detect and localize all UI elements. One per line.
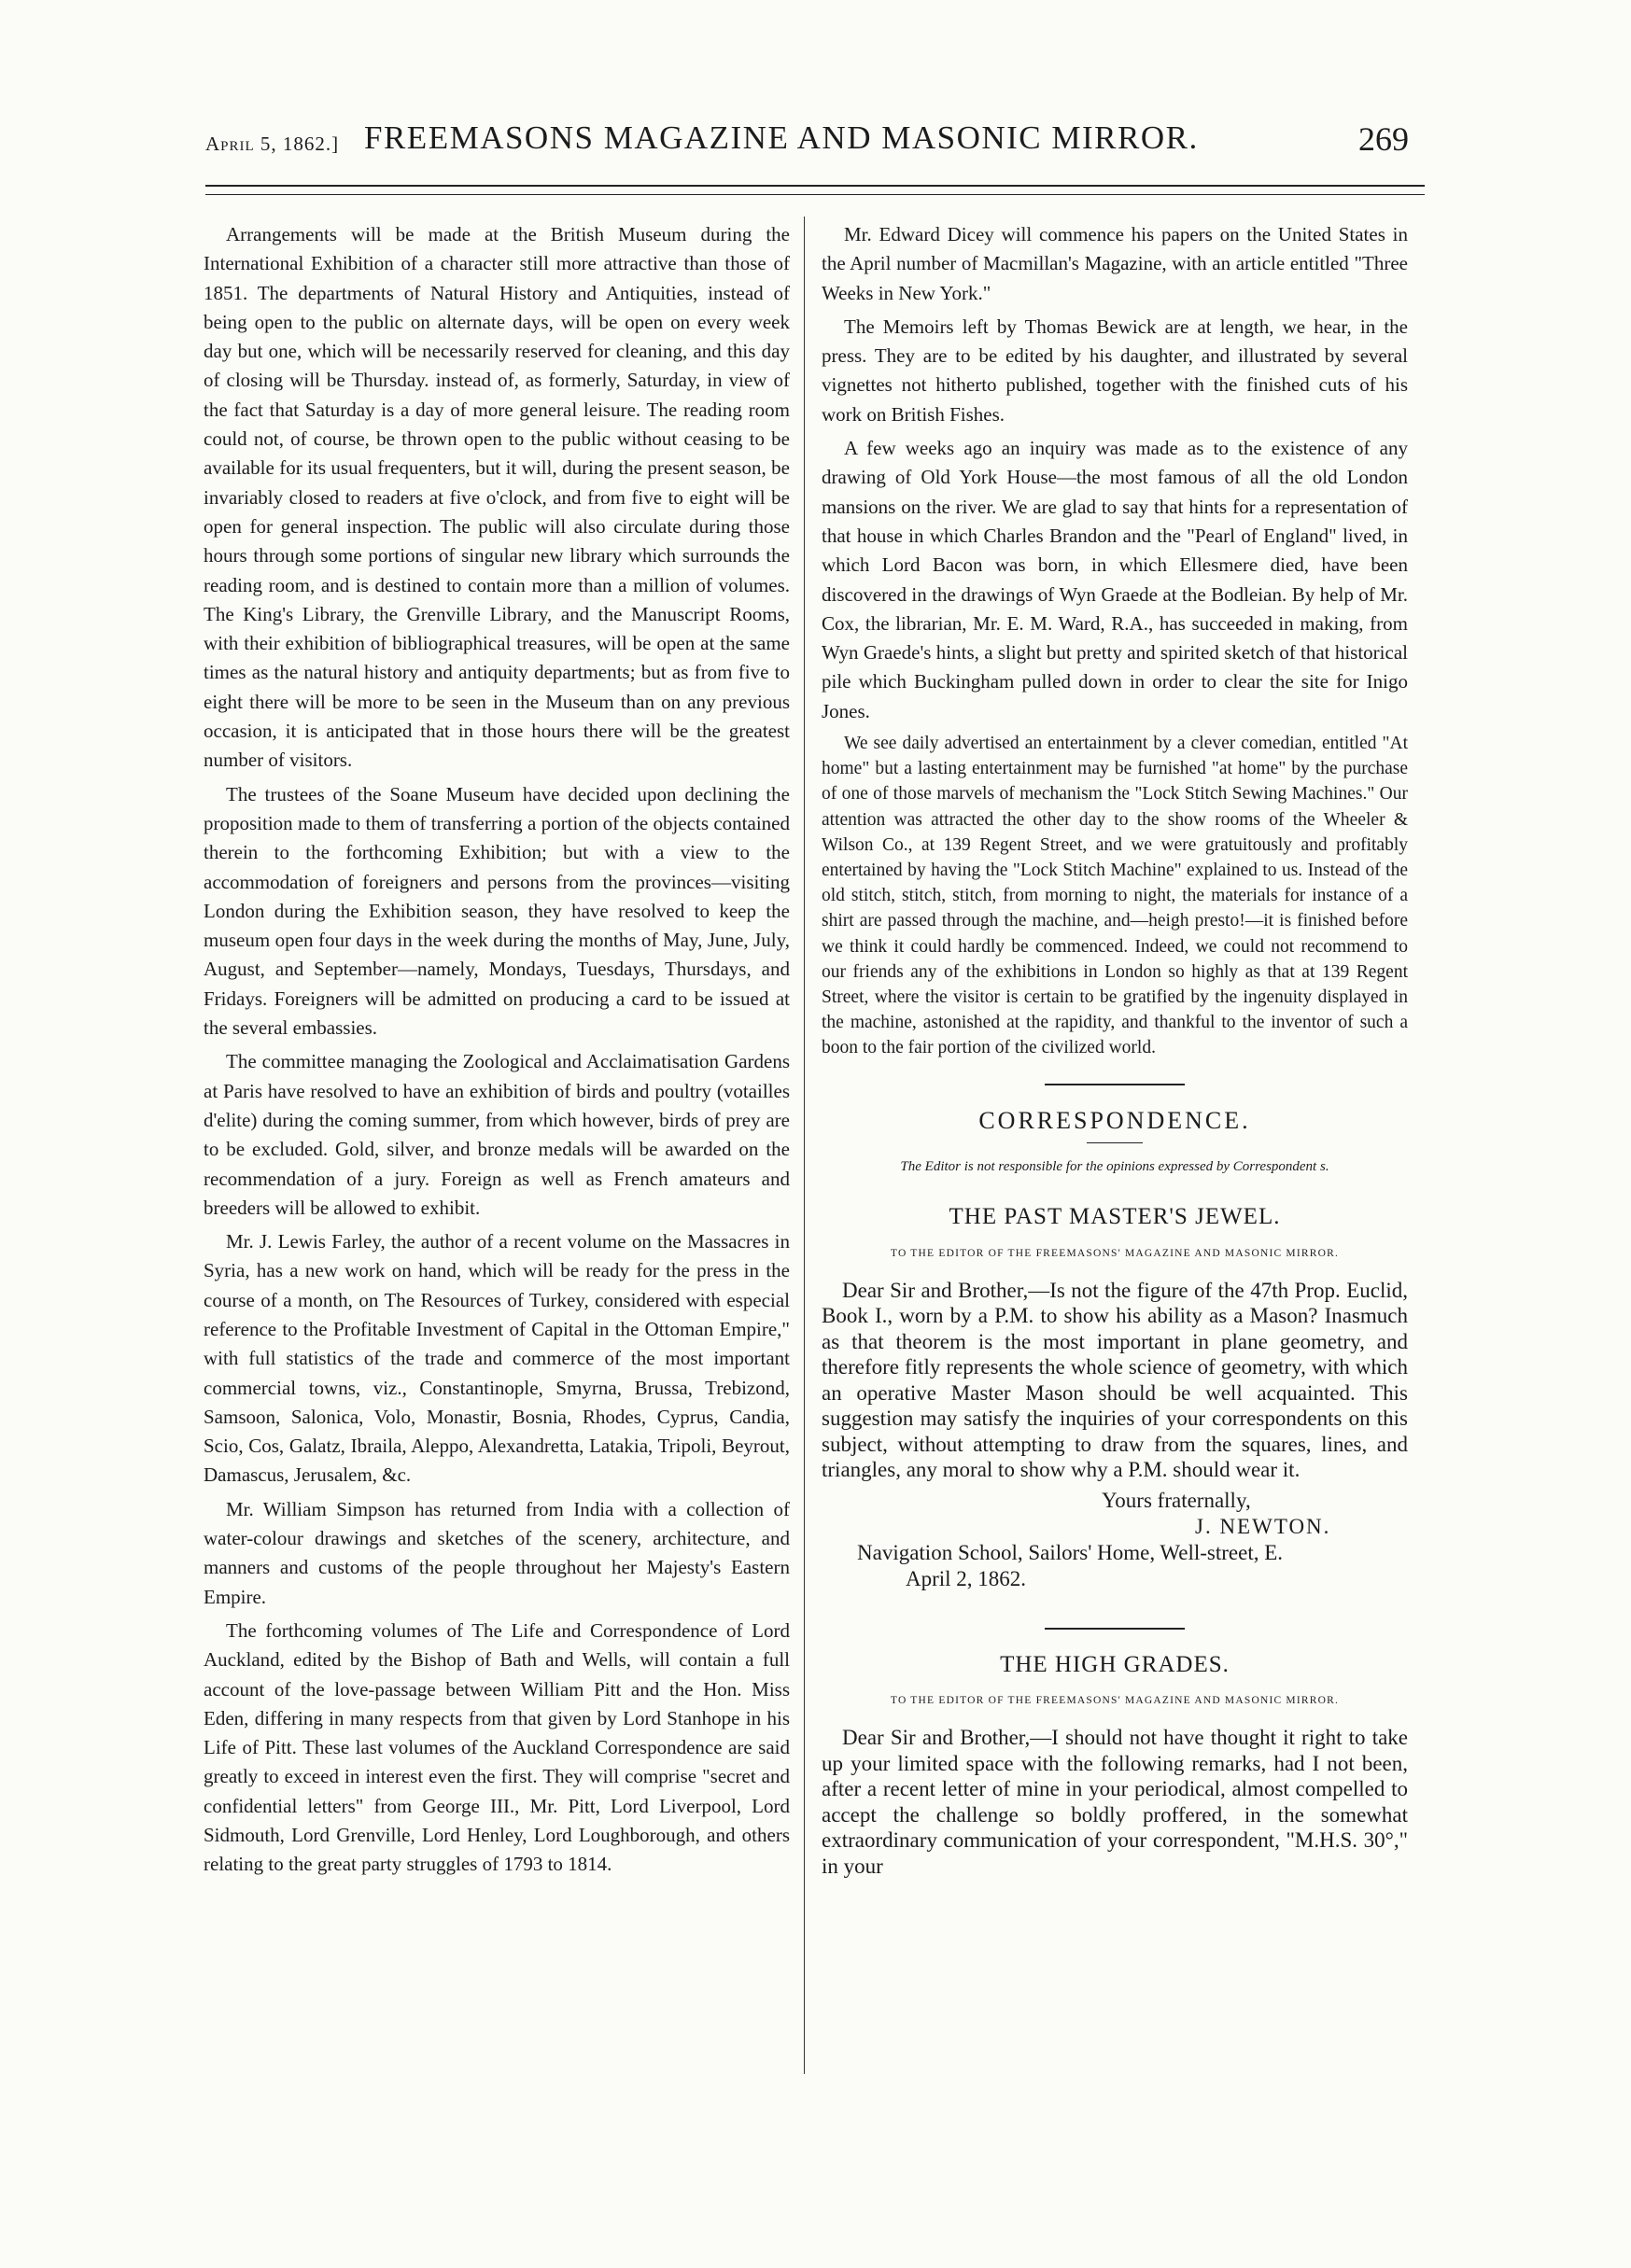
paragraph-edward-dicey: Mr. Edward Dicey will commence his papers on the United States in the April number of Macmillan's Magazine, with an article entitled "Three Weeks in New York." — [822, 223, 1408, 304]
letter-title-past-masters-jewel: THE PAST MASTER'S JEWEL. — [949, 1204, 1281, 1230]
left-column — [204, 220, 790, 1884]
editor-disclaimer: The Editor is not responsible for the opinions expressed by Correspondent s. — [900, 1158, 1329, 1174]
page-number: 269 — [1358, 120, 1409, 158]
letter-signature: J. NEWTON. — [1195, 1514, 1331, 1538]
letter-sender-address: Navigation School, Sailors' Home, Well-street, E. — [857, 1540, 1284, 1564]
issue-date: April 5, 1862.] — [205, 133, 340, 155]
column-divider — [804, 217, 805, 2074]
letter-past-masters-jewel — [822, 1278, 1408, 1483]
header-rule-thin — [205, 194, 1425, 195]
correspondence-heading: CORRESPONDENCE. — [978, 1106, 1251, 1134]
magazine-title: FREEMASONS MAGAZINE AND MASONIC MIRROR. — [364, 119, 1199, 156]
header-rule-thick — [205, 185, 1425, 187]
page-header — [0, 119, 1631, 175]
heading-underline — [1087, 1142, 1143, 1143]
paragraph-soane-museum: The trustees of the Soane Museum have decided upon declining the proposition made to them of transferring a portion of the objects contained therein to the forthcoming Exhibition; but with a view to the accommodation of foreigners and persons from the provinces—visiting London during the Exhibition season, they have resolved to keep the museum open four days in the week during the months of May, June, July, August, and September—namely, Mondays, Tuesdays, Thursdays, and Fridays. Foreigners will be admitted on producing a card to be issued at the several embassies. — [204, 782, 790, 1040]
paragraph-thomas-bewick: The Memoirs left by Thomas Bewick are at length, we hear, in the press. They are to be edited by his daughter, and illustrated by several vignettes not hitherto published, together with the finished cuts of his work on British Fishes. — [822, 315, 1408, 426]
letter-high-grades — [822, 1725, 1408, 1879]
letter-title-high-grades: THE HIGH GRADES. — [1000, 1651, 1230, 1677]
letter-body: Dear Sir and Brother,—I should not have thought it right to take up your limited space with the following remarks, had I not been, after a recent letter of mine in your periodical, almost compelled to accept the challenge so boldly proffered, in the somewhat extraordinary communication of your correspondent, "M.H.S. 30°," in your — [822, 1726, 1408, 1878]
paragraph-zoological-gardens: The committee managing the Zoological and Acclaimatisation Gardens at Paris have resolved to have an exhibition of birds and poultry (votailles d'elite) during the coming summer, from which however, birds of prey are to be excluded. Gold, silver, and bronze medals will be awarded on the recommendation of a jury. Foreign as well as French amateurs and breeders will be allowed to exhibit. — [204, 1050, 790, 1219]
right-column — [822, 220, 1408, 1883]
paragraph-old-york-house: A few weeks ago an inquiry was made as to the existence of any drawing of Old York House—the most famous of all the old London mansions on the river. We are glad to say that hints for a representation of that house in which Charles Brandon and the "Pearl of England" lived, in which Lord Bacon was born, in which Ellesmere died, have been discovered in the drawings of Wyn Graede at the Bodleian. By help of Mr. Cox, the librarian, Mr. E. M. Ward, R.A., has succeeded in making, from Wyn Graede's hints, a slight but pretty and spirited sketch of that historical pile which Buckingham pulled down in order to clear the site for Inigo Jones. — [822, 437, 1408, 722]
letter-signoff: Yours fraternally, — [1102, 1488, 1251, 1512]
paragraph-lord-auckland: The forthcoming volumes of The Life and Correspondence of Lord Auckland, edited by the Bishop of Bath and Wells, will contain a full account of the love-passage between William Pitt and the Hon. Miss Eden, differing in many respects from that given by Lord Stanhope in his Life of Pitt. These last volumes of the Auckland Correspondence are said greatly to exceed in interest even the first. They will comprise "secret and confidential letters" from George III., Mr. Pitt, Lord Liverpool, Lord Sidmouth, Lord Grenville, Lord Henley, Lord Loughborough, and others relating to the great party struggles of 1793 to 1814. — [204, 1618, 790, 1876]
letter-date: April 2, 1862. — [906, 1566, 1027, 1590]
paragraph-british-museum: Arrangements will be made at the British Museum during the International Exhibition of a character still more attractive than those of 1851. The departments of Natural History and Antiquities, instead of being open to the public on alternate days, will be open on every week day but one, which will be necessarily reserved for cleaning, and this day of closing will be Thursday. instead of, as formerly, Saturday, in view of the fact that Saturday is a day of more general leisure. The reading room could not, of course, be thrown open to the public without ceasing to be available for its usual frequenters, but it will, during the present season, be invariably closed to readers at five o'clock, and from five to eight will be open for general inspection. The public will also circulate during those hours through some portions of singular new library which surrounds the reading room, and is destined to contain more than a million of volumes. The King's Library, the Grenville Library, and the Manuscript Rooms, with their exhibition of bibliographical treasures, will be open at the same times as the natural history and antiquity departments; but as from five to eight there will be more to be seen in the Museum than on any previous occasion, it is anticipated that in those hours there will be the greatest number of visitors. — [204, 223, 790, 772]
paragraph-sewing-machines: We see daily advertised an entertainment by a clever comedian, entitled "At home" but a lasting entertainment may be furnished "at home" by the purchase of one of those marvels of mechanism the "Lock Stitch Sewing Machines." Our attention was attracted the other day to the show rooms of the Wheeler & Wilson Co., at 139 Regent Street, and we were gratuitously and profitably entertained by having the "Lock Stitch Machine" explained to us. Instead of the old stitch, stitch, stitch, from morning to night, the materials for instance of a shirt are passed through the machine, and—heigh presto!—it is finished before we think it could hardly be commenced. Indeed, we could not recommend to our friends any of the exhibitions in London so highly as that at 139 Regent Street, where the visitor is certain to be gratified by the ingenuity displayed in the machine, astonished at the rapidity, and thankful to the inventor of such a boon to the fair portion of the civilized world. — [822, 734, 1408, 1058]
paragraph-lewis-farley: Mr. J. Lewis Farley, the author of a recent volume on the Massacres in Syria, has a new work on hand, which will be ready for the press in the course of a month, on The Resources of Turkey, considered with especial reference to the Profitable Investment of Capital in the Ottoman Empire," with full statistics of the trade and commerce of the most important commercial towns, viz., Constantinople, Smyrna, Brussa, Trebizond, Samsoon, Salonica, Volo, Monastir, Bosnia, Rhodes, Cyprus, Candia, Scio, Cos, Galatz, Ibraila, Aleppo, Alexandretta, Latakia, Tripoli, Beyrout, Damascus, Jerusalem, &c. — [204, 1230, 790, 1487]
letter-address-line: TO THE EDITOR OF THE FREEMASONS' MAGAZINE AND MASONIC MIRROR. — [890, 1247, 1340, 1259]
section-separator — [1045, 1084, 1185, 1085]
paragraph-william-simpson: Mr. William Simpson has returned from India with a collection of water-colour drawings and sketches of the scenery, architecture, and manners and customs of the people throughout her Majesty's Eastern Empire. — [204, 1497, 790, 1608]
letter-address-line: TO THE EDITOR OF THE FREEMASONS' MAGAZINE AND MASONIC MIRROR. — [890, 1695, 1340, 1707]
section-separator — [1045, 1628, 1185, 1630]
letter-body: Dear Sir and Brother,—Is not the figure of the 47th Prop. Euclid, Book I., worn by a P.M. to show his ability as a Mason? Inasmuch as that theorem is the most important in plane geometry, and therefore fitly represents the whole science of geometry, with which an operative Master Mason should be well acquainted. This suggestion may satisfy the inquiries of your correspondents on this subject, without attempting to draw from the squares, lines, and triangles, any moral to show why a P.M. should wear it. — [822, 1278, 1408, 1482]
